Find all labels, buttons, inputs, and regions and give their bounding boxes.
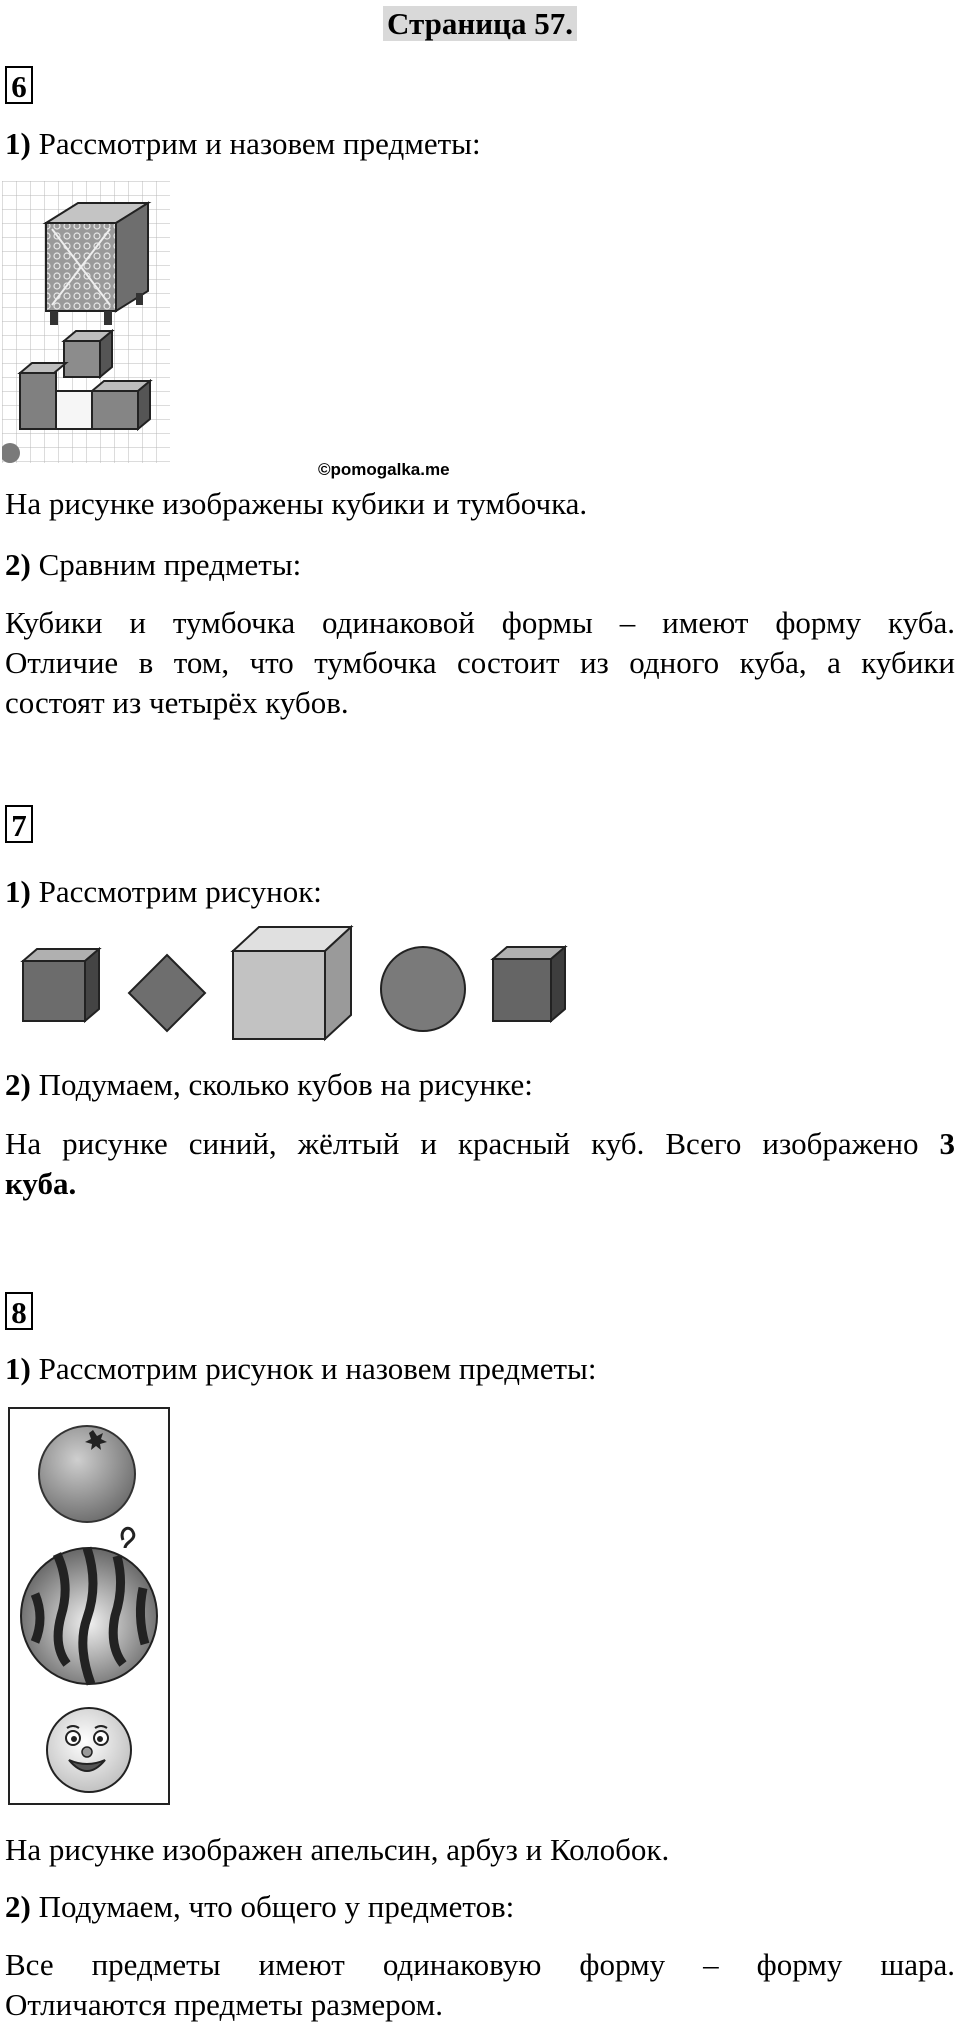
step-text: Рассмотрим рисунок и назовем предметы: (30, 1351, 597, 1386)
task-7-step-1 (5, 872, 322, 912)
shapes-row-image (15, 923, 575, 1043)
answer-line: Все предметы имеют одинаковую форму – форму шара. (5, 1947, 955, 1982)
task-7-step-2 (5, 1065, 533, 1105)
task-8-answer-1: На рисунке изображен апельсин, арбуз и Колобок. (5, 1832, 670, 1867)
task-6-answer-1: На рисунке изображены кубики и тумбочка. (5, 486, 588, 521)
task-6-answer-2 (5, 603, 955, 723)
orange-watermelon-kolobok-image (5, 1404, 175, 1810)
task-8-step-2 (5, 1887, 514, 1927)
answer-line: состоят из четырёх кубов. (5, 685, 349, 720)
step-text: Сравним предметы: (30, 547, 302, 582)
step-number: 2) (5, 1889, 31, 1924)
answer-unit: куба. (5, 1166, 77, 1201)
answer-line (5, 1124, 955, 1164)
step-text: Подумаем, что общего у предметов: (30, 1889, 515, 1924)
task-6-number: 6 (5, 66, 33, 104)
task-6-step-2 (5, 545, 301, 585)
page-title: Страница 57. (0, 6, 960, 42)
step-number: 2) (5, 547, 31, 582)
answer-count: 3 (939, 1126, 955, 1161)
task-8-number: 8 (5, 1292, 33, 1330)
answer-line: Отличаются предметы размером. (5, 1987, 443, 2022)
watermark: ©pomogalka.me (318, 460, 450, 479)
step-number: 2) (5, 1067, 31, 1102)
task-7-number: 7 (5, 805, 33, 843)
answer-line: Отличие в том, что тумбочка состоит из одного куба, а кубики (5, 645, 955, 680)
step-text: Рассмотрим рисунок: (30, 874, 322, 909)
task-6-step-1 (5, 124, 481, 164)
cubes-and-nightstand-image (2, 181, 170, 463)
task-8-answer-2 (5, 1945, 955, 2025)
answer-line: Кубики и тумбочка одинаковой формы – имеют форму куба. (5, 605, 955, 640)
step-text: Рассмотрим и назовем предметы: (30, 126, 481, 161)
step-text: Подумаем, сколько кубов на рисунке: (30, 1067, 533, 1102)
step-number: 1) (5, 1351, 31, 1386)
task-7-answer (5, 1124, 955, 1204)
step-number: 1) (5, 126, 31, 161)
answer-text: На рисунке синий, жёлтый и красный куб. Всего изображено (5, 1126, 940, 1161)
answer-line (5, 1164, 955, 1204)
step-number: 1) (5, 874, 31, 909)
task-8-step-1 (5, 1349, 596, 1389)
